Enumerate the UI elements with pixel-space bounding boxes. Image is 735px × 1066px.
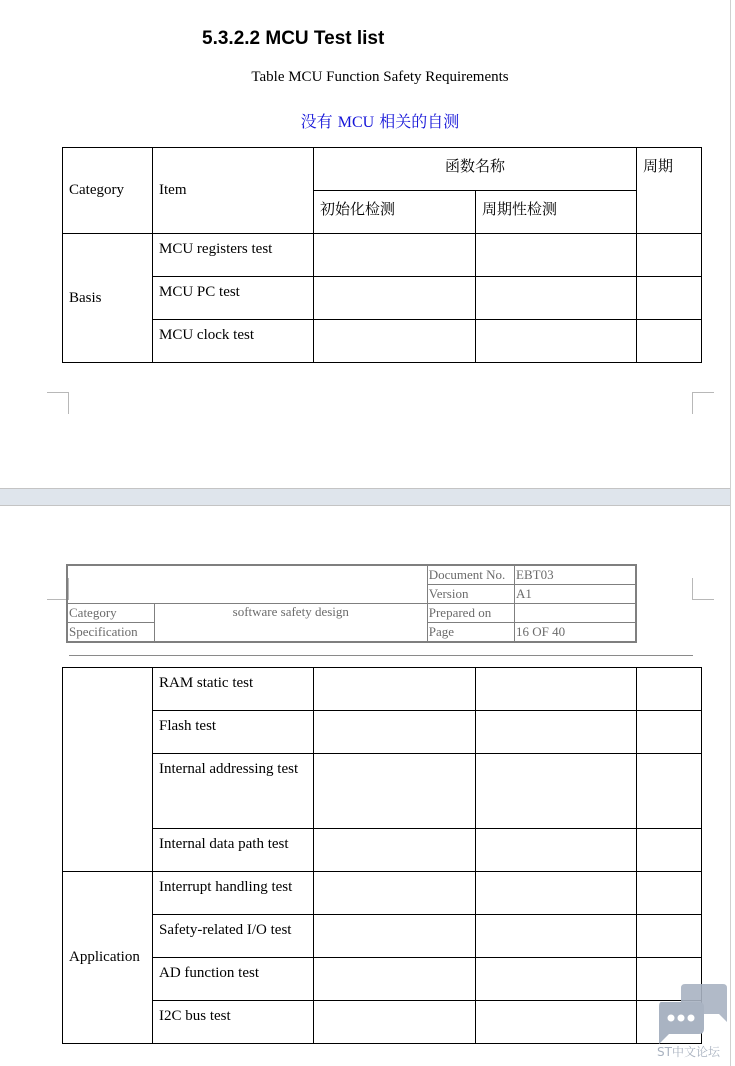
- periodic-cell: [476, 234, 637, 277]
- item-cell: Flash test: [153, 711, 314, 754]
- periodic-cell: [476, 711, 637, 754]
- note-text: [0, 109, 735, 132]
- period-cell: [637, 829, 702, 872]
- note-suffix: 相关的自测: [374, 112, 460, 131]
- version-label: Version: [427, 585, 514, 604]
- header-periodic-check: 周期性检测: [476, 191, 637, 234]
- table-row: [63, 754, 702, 829]
- table-row: [63, 915, 702, 958]
- note-mcu: MCU: [337, 114, 375, 131]
- periodic-cell: [476, 1001, 637, 1044]
- table-row: [63, 234, 702, 277]
- table-row: [63, 668, 702, 711]
- init-cell: [314, 234, 476, 277]
- period-cell: [637, 872, 702, 915]
- init-cell: [314, 872, 476, 915]
- category-label: Category: [67, 604, 154, 623]
- init-cell: [314, 754, 476, 829]
- version-value: A1: [515, 585, 636, 604]
- page-break-gap: [0, 488, 735, 506]
- item-cell: MCU registers test: [153, 234, 314, 277]
- header-init-check: 初始化检测: [314, 191, 476, 234]
- periodic-cell: [476, 915, 637, 958]
- periodic-cell: [476, 668, 637, 711]
- periodic-cell: [476, 872, 637, 915]
- mcu-test-table-part1: [62, 147, 702, 363]
- document-header-table: [66, 564, 637, 643]
- period-cell: [637, 711, 702, 754]
- item-cell: RAM static test: [153, 668, 314, 711]
- page-label: Page: [427, 623, 514, 643]
- item-cell: Safety-related I/O test: [153, 915, 314, 958]
- period-cell: [637, 277, 702, 320]
- section-heading: 5.3.2.2 MCU Test list: [202, 28, 385, 49]
- init-cell: [314, 1001, 476, 1044]
- category-cell: [63, 668, 153, 872]
- init-cell: [314, 915, 476, 958]
- header-item: Item: [153, 148, 314, 234]
- category-cell: Basis: [63, 234, 153, 363]
- header-period: 周期: [637, 148, 702, 234]
- margin-corner-mark: [692, 392, 714, 414]
- prepared-label: Prepared on: [427, 604, 514, 623]
- prepared-value: [515, 604, 636, 623]
- table-row: [63, 320, 702, 363]
- table-caption: Table MCU Function Safety Requirements: [251, 69, 509, 85]
- init-cell: [314, 958, 476, 1001]
- category-cell: Application: [63, 872, 153, 1044]
- periodic-cell: [476, 829, 637, 872]
- header-category: Category: [63, 148, 153, 234]
- item-cell: I2C bus test: [153, 1001, 314, 1044]
- mcu-test-table-part2: [62, 667, 702, 1044]
- header-function-name: 函数名称: [314, 148, 637, 191]
- table-row: [63, 1001, 702, 1044]
- category-value: software safety design: [154, 604, 427, 643]
- period-cell: [637, 668, 702, 711]
- window-right-edge: [730, 0, 735, 1066]
- watermark-text: ST中文论坛: [657, 1045, 720, 1059]
- periodic-cell: [476, 754, 637, 829]
- init-cell: [314, 829, 476, 872]
- periodic-cell: [476, 958, 637, 1001]
- table-row: [63, 277, 702, 320]
- doc-no-value: EBT03: [515, 565, 636, 585]
- item-cell: Internal data path test: [153, 829, 314, 872]
- period-cell: [637, 234, 702, 277]
- init-cell: [314, 277, 476, 320]
- period-cell: [637, 754, 702, 829]
- item-cell: Internal addressing test: [153, 754, 314, 829]
- init-cell: [314, 711, 476, 754]
- item-cell: Interrupt handling test: [153, 872, 314, 915]
- table-row: [63, 711, 702, 754]
- table-row: [63, 872, 702, 915]
- page-value: 16 OF 40: [515, 623, 636, 643]
- spec-label: Specification: [67, 623, 154, 643]
- period-cell: [637, 320, 702, 363]
- item-cell: AD function test: [153, 958, 314, 1001]
- table-row: [63, 829, 702, 872]
- period-cell: [637, 915, 702, 958]
- periodic-cell: [476, 320, 637, 363]
- doc-no-label: Document No.: [427, 565, 514, 585]
- periodic-cell: [476, 277, 637, 320]
- init-cell: [314, 668, 476, 711]
- note-prefix: 没有: [300, 112, 338, 131]
- item-cell: MCU clock test: [153, 320, 314, 363]
- margin-corner-mark: [47, 392, 69, 414]
- margin-corner-mark: [692, 578, 714, 600]
- header-divider: [69, 655, 693, 656]
- header-blank: [67, 565, 427, 604]
- item-cell: MCU PC test: [153, 277, 314, 320]
- table-row: [63, 958, 702, 1001]
- init-cell: [314, 320, 476, 363]
